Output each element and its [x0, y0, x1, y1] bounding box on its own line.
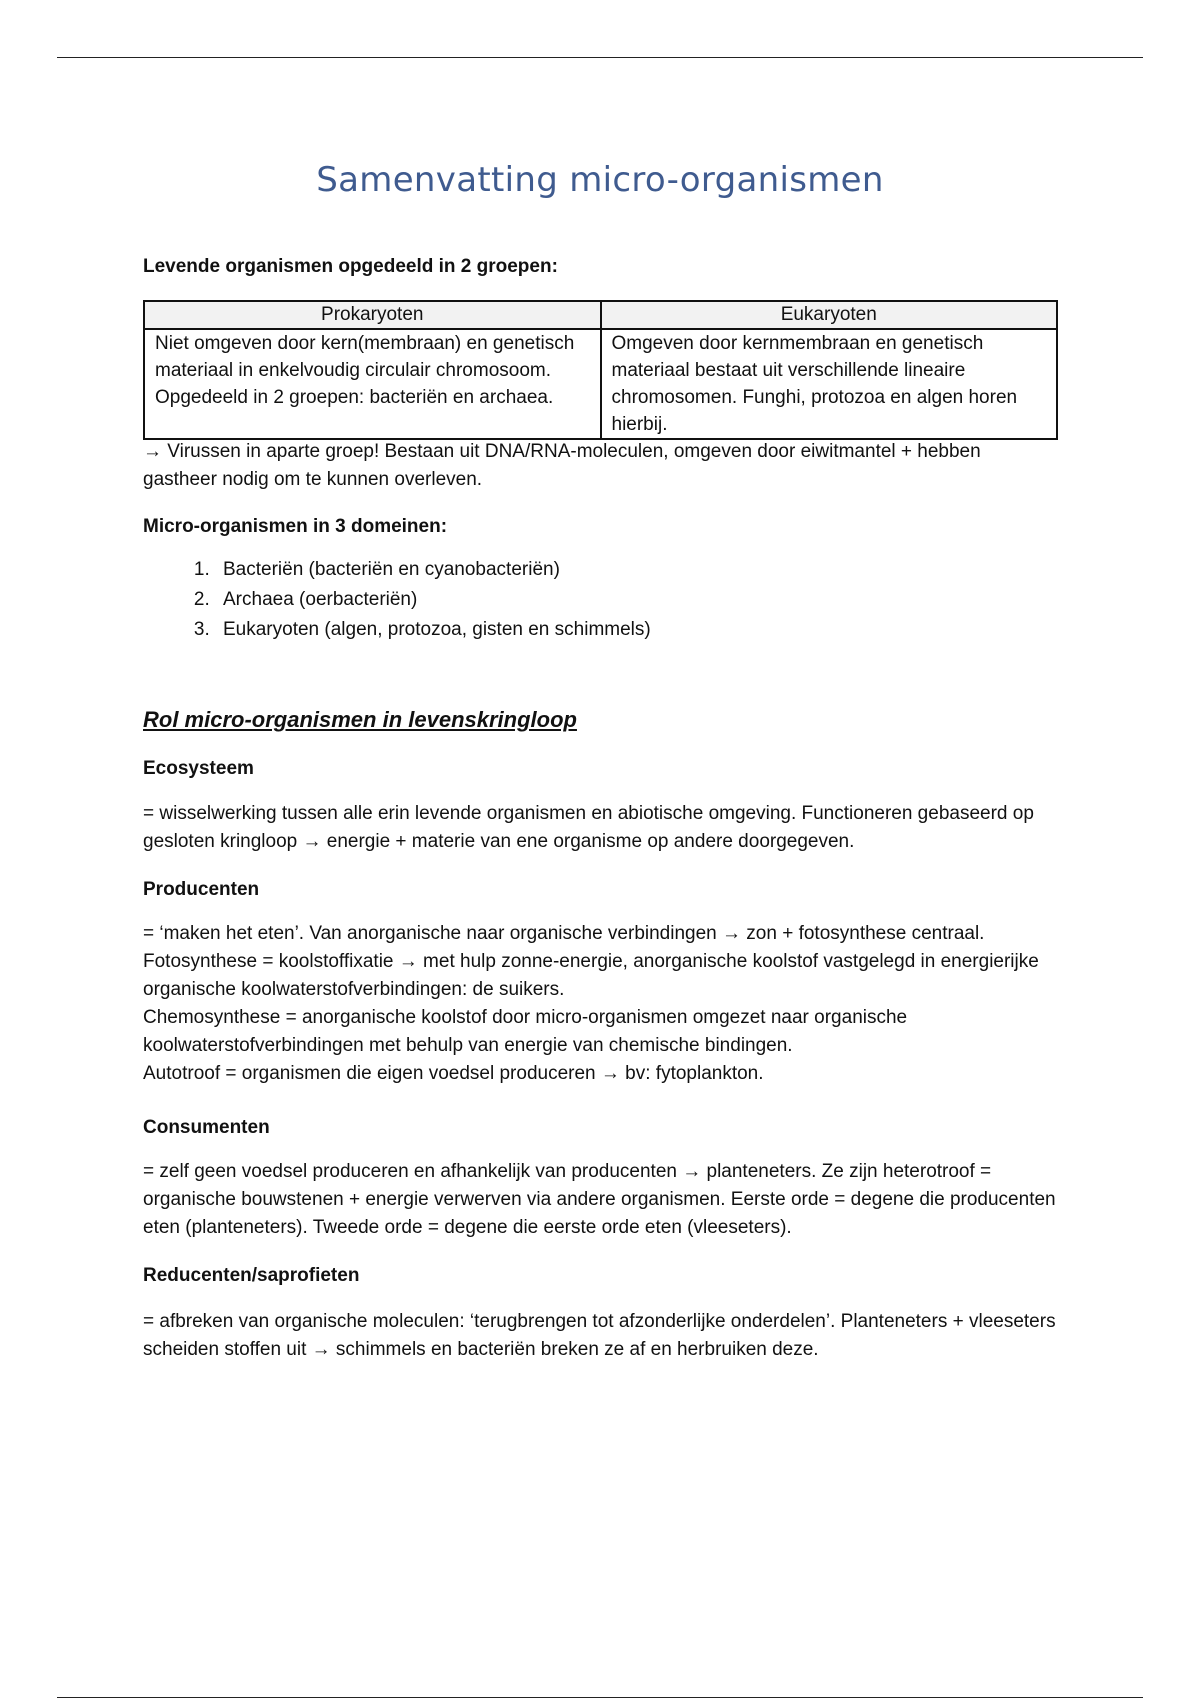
domains-heading: Micro-organismen in 3 domeinen: [143, 516, 448, 537]
producenten-line: Fotosynthese = koolstoffixatie → met hulp zonne-energie, anorganische koolstof vastgelegd in energierijke organische koolwaterstofverbindingen: de suikers. [143, 951, 1039, 1000]
page-bottom-rule [57, 1697, 1143, 1698]
reducenten-heading: Reducenten/saprofieten [143, 1265, 360, 1286]
producenten-heading: Producenten [143, 879, 260, 900]
consumenten-text: = zelf geen voedsel produceren en afhankelijk van producenten → planteneters. Ze zijn heterotroof = organische bouwstenen + energie verwerven via andere organismen. Eerste orde = degene die producenten eten (planteneters). Tweede orde = degene die eerste orde eten (vleeseters). [143, 1161, 1056, 1238]
list-item: 1. Bacteriën (bacteriën en cyanobacteriën) [215, 555, 1058, 585]
document-title: Samenvatting micro-organismen [316, 160, 884, 200]
groups-table-wrapper [143, 300, 1058, 440]
ecosysteem-text: = wisselwerking tussen alle erin levende organismen en abiotische omgeving. Functioneren gebaseerd op gesloten kringloop → energie + materie van ene organisme op andere doorgegeven. [143, 803, 1034, 852]
groups-heading: Levende organismen opgedeeld in 2 groepen: [143, 256, 558, 277]
table-cell-eukaryoten: Omgeven door kernmembraan en genetisch materiaal bestaat uit verschillende lineaire chromosomen. Funghi, protozoa en algen horen hierbij. [601, 329, 1058, 439]
table-header-eukaryoten: Eukaryoten [601, 301, 1058, 329]
reducenten-text: = afbreken van organische moleculen: ‘terugbrengen tot afzonderlijke onderdelen’. Planteneters + vleeseters scheiden stoffen uit → schimmels en bacteriën breken ze af en herbruiken deze. [143, 1311, 1056, 1360]
domains-list [143, 555, 1058, 645]
virus-note: → Virussen in aparte groep! Bestaan uit DNA/RNA-moleculen, omgeven door eiwitmantel + hebben gastheer nodig om te kunnen overleven. [143, 441, 981, 490]
page-top-rule [57, 57, 1143, 58]
list-item: 3. Eukaryoten (algen, protozoa, gisten en schimmels) [215, 615, 1058, 645]
table-header-prokaryoten: Prokaryoten [144, 301, 601, 329]
ecosysteem-heading: Ecosysteem [143, 758, 254, 779]
list-item: 2. Archaea (oerbacteriën) [215, 585, 1058, 615]
producenten-line: Chemosynthese = anorganische koolstof door micro-organismen omgezet naar organische koolwaterstofverbindingen met behulp van energie van chemische bindingen. [143, 1007, 908, 1056]
section-heading: Rol micro-organismen in levenskringloop [143, 707, 577, 732]
table-cell-prokaryoten: Niet omgeven door kern(membraan) en genetisch materiaal in enkelvoudig circulair chromosoom. Opgedeeld in 2 groepen: bacteriën en archaea. [144, 329, 601, 439]
consumenten-heading: Consumenten [143, 1117, 270, 1138]
producenten-text [143, 920, 1058, 1088]
domains-list-wrapper [143, 555, 1058, 645]
groups-table [143, 300, 1058, 440]
table-header-row [144, 301, 1057, 329]
producenten-line: Autotroof = organismen die eigen voedsel produceren → bv: fytoplankton. [143, 1063, 764, 1084]
producenten-line: = ‘maken het eten’. Van anorganische naar organische verbindingen → zon + fotosynthese centraal. [143, 923, 985, 944]
table-row [144, 329, 1057, 439]
